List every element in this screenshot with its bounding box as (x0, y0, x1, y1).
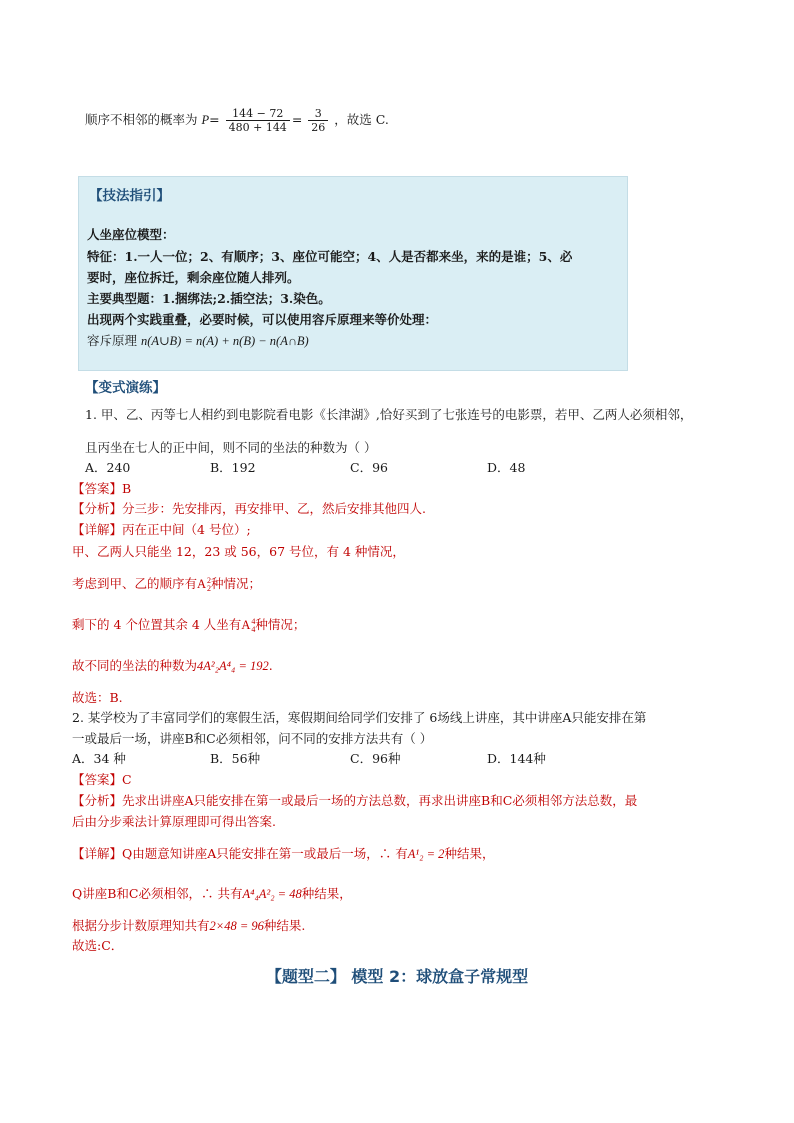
q1-option-d: D．48 (487, 460, 526, 475)
q1-conclusion: 故选：B. (72, 690, 123, 705)
q1-option-b: B．192 (210, 460, 256, 475)
q1-option-a: A．240 (85, 460, 131, 475)
q2-conclusion: 故选:C． (72, 938, 124, 953)
q1-detail1: 丙在正中间（4 号位）; (122, 522, 251, 537)
q1-detail5-post: . (268, 658, 273, 673)
fraction-1-denominator: 480 + 144 (228, 121, 287, 134)
q1-option-c: C．96 (350, 460, 388, 475)
q2-detail2-pre: Q讲座B和C必须相邻，∴ 共有 (72, 886, 243, 901)
q2-detail-line3 (72, 916, 305, 934)
fraction-2-denominator: 26 (311, 121, 326, 134)
fraction-2-numerator: 3 (308, 107, 328, 121)
tip-formula-line (87, 331, 309, 349)
analysis-tag: 【分析】 (72, 793, 123, 808)
q2-detail-line2 (72, 884, 352, 902)
q2-option-b: B．56种 (210, 751, 261, 766)
q2-option-c: C．96种 (350, 751, 401, 766)
q2-detail1-pre: Q由题意知讲座A只能安排在第一或最后一场，∴ 有 (122, 846, 408, 861)
q1-detail-line2: 甲、乙两人只能坐 12，23 或 56，67 号位，有 4 种情况， (72, 544, 405, 559)
q1-detail5-expr: 4A²₂A⁴₄ = 192 (197, 659, 269, 673)
q1-analysis: 分三步：先安排丙，再安排甲、乙，然后安排其他四人. (122, 501, 426, 516)
analysis-tag: 【分析】 (72, 501, 123, 516)
section-label: 【变式演练】 (85, 380, 166, 396)
technique-tip-box (78, 176, 628, 371)
tip-line: 主要典型题：1.捆绑法;2.插空法；3.染色。 (87, 291, 331, 306)
answer-tag: 【答案】 (72, 772, 123, 787)
q2-analysis-1: 先求出讲座A只能安排在第一或最后一场的方法总数，再求出讲座B和C必须相邻方法总数，最 (122, 793, 638, 808)
formula-label: 容斥原理 (87, 333, 138, 348)
q2-detail3-pre: 根据分步计数原理知共有 (72, 918, 210, 933)
fraction-1 (226, 107, 290, 134)
fraction-1-numerator: 144 − 72 (226, 107, 290, 121)
tip-line: 人坐座位模型： (87, 227, 175, 242)
q1-stem-line2: 且丙坐在七人的正中间，则不同的坐法的种数为（ ） (85, 440, 377, 455)
q2-detail2-post: 种结果， (301, 886, 352, 901)
fraction-2 (308, 107, 328, 134)
q2-answer: C (122, 772, 132, 787)
q2-option-a: A．34 种 (72, 751, 126, 766)
detail-tag: 【详解】 (72, 522, 123, 537)
q1-detail3-post: 种情况； (211, 576, 262, 591)
q1-analysis-line (72, 499, 426, 517)
q2-detail-line1 (72, 844, 494, 862)
q2-detail3-expr: 2×48 = 96 (209, 919, 264, 933)
q1-answer-line (72, 479, 131, 497)
top-probability-line: 顺序不相邻的概率为 P= $\frac{144 - 72}{480 + 144}$ = $\frac{3}{26}$ ，故选 C. (85, 107, 389, 134)
q1-detail-line5 (72, 656, 273, 674)
a-4-4-symbol: A 4 4 (241, 617, 256, 635)
tip-line: 要时，座位拆迁，剩余座位随人排列。 (87, 270, 300, 285)
q1-answer: B (122, 481, 132, 496)
q2-answer-line (72, 770, 132, 788)
q2-detail1-post: 种结果， (444, 846, 495, 861)
q2-detail1-expr: A¹₂ = 2 (407, 847, 445, 861)
q1-detail3-pre: 考虑到甲、乙的顺序有 (72, 576, 198, 591)
answer-tag: 【答案】 (72, 481, 123, 496)
q2-analysis-line1 (72, 791, 637, 809)
q2-analysis-line2: 后由分步乘法计算原理即可得出答案. (72, 814, 276, 829)
a-2-2-symbol: A 2 2 (197, 576, 212, 594)
q1-detail4-pre: 剩下的 4 个位置其余 4 人坐有 (72, 617, 242, 632)
tip-line: 出现两个实践重叠，必要时候，可以使用容斥原理来等价处理： (87, 312, 438, 327)
detail-tag: 【详解】 (72, 846, 123, 861)
q1-detail5-pre: 故不同的坐法的种数为 (72, 658, 198, 673)
q2-detail2-expr: A⁴₄A²₂ = 48 (242, 887, 302, 901)
q2-detail3-post: 种结果. (263, 918, 306, 933)
q1-detail-line4 (72, 615, 305, 634)
q2-stem-line2: 一或最后一场，讲座B和C必须相邻，问不同的安排方法共有（ ） (72, 731, 433, 746)
q2-option-d: D．144种 (487, 751, 546, 766)
q1-detail-line3 (72, 574, 261, 593)
top-line-prefix: 顺序不相邻的概率为 (85, 112, 198, 127)
top-line-suffix: ，故选 C. (334, 112, 389, 127)
tip-header: 【技法指引】 (89, 188, 170, 204)
section-heading: 【题型二】 模型 2：球放盒子常规型 (265, 967, 529, 986)
q1-stem-line1: 1. 甲、乙、丙等七人相约到电影院看电影《长津湖》,恰好买到了七张连号的电影票，若甲、乙两人必须相邻， (85, 407, 693, 422)
q1-detail-line1 (72, 520, 251, 538)
inclusion-exclusion-formula: n(A∪B) = n(A) + n(B) − n(A∩B) (141, 334, 309, 348)
q1-detail4-post: 种情况； (255, 617, 306, 632)
q2-stem-line1: 2. 某学校为了丰富同学们的寒假生活，寒假期间给同学们安排了 6场线上讲座，其中讲座A只能安排在第 (72, 710, 647, 725)
p-variable: P (201, 113, 210, 127)
tip-line: 特征：1.一人一位；2、有顺序；3、座位可能空；4、人是否都来坐，来的是谁；5、必 (87, 249, 573, 264)
